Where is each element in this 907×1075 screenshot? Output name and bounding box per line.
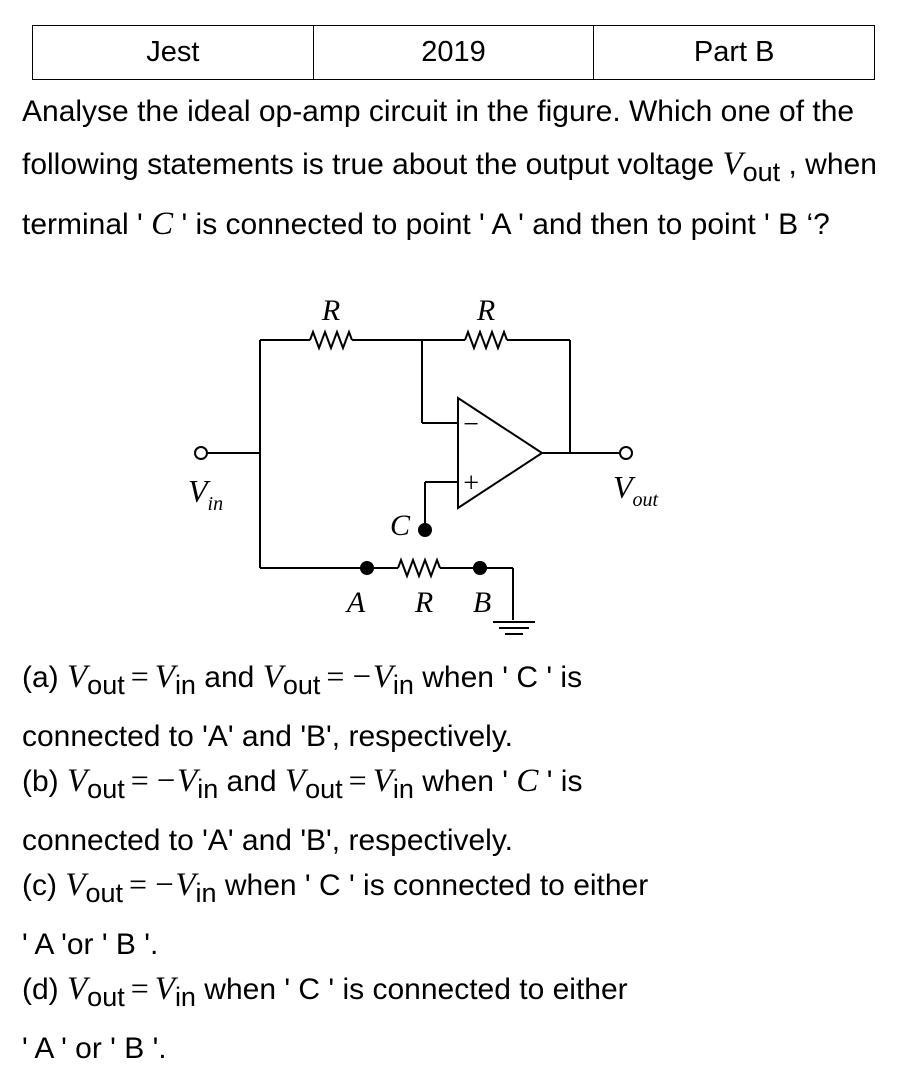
node-c-label: C [389,509,411,542]
option-a[interactable]: (a) $V_{out} = V_{in}$ and $V_{out} = -V_{in}$ when ' C ' is connected to 'A' and 'B', respectively. [22,658,583,753]
header-year: 2019 [313,26,594,80]
node-b-dot [473,561,487,575]
node-b-label: B [472,586,492,619]
option-b[interactable]: (b) $V_{out} = -V_{in}$ and $V_{out} = V_{in}$ when ' C ' is connected to 'A' and 'B', respectively. [22,762,583,857]
node-a-label: A [346,586,366,619]
header-part: Part B [594,26,875,80]
option-c[interactable]: (c) $V_{out} = -V_{in}$ when ' C ' is connected to either ' A 'or ' B '. [22,866,649,961]
opamp-plus-sign: + [461,468,481,499]
vin-label: $V_{in}$ [188,473,224,515]
option-d[interactable]: (d) $V_{out} = V_{in}$ when ' C ' is connected to either ' A ' or ' B '. [22,970,628,1065]
r-top-left-label: R [321,294,341,327]
opamp-circuit-diagram [170,290,670,640]
node-a-dot [360,561,374,575]
vout-symbol: $V_{out}$ [722,146,781,187]
header-table [32,25,875,80]
node-c-dot [418,523,432,537]
vout-label: $V_{out}$ [613,469,659,511]
header-exam: Jest [33,26,314,80]
question-text: Analyse the ideal op-amp circuit in the figure. Which one of the following statements is true about the output voltage $V_{out}$ , when terminal ' C ' is connected to point ' A ' and then to point ' B ‘? [22,95,877,242]
r-top-right-label: R [476,294,496,327]
opamp-minus-sign: − [461,409,481,440]
r-bottom-label: R [414,586,434,619]
